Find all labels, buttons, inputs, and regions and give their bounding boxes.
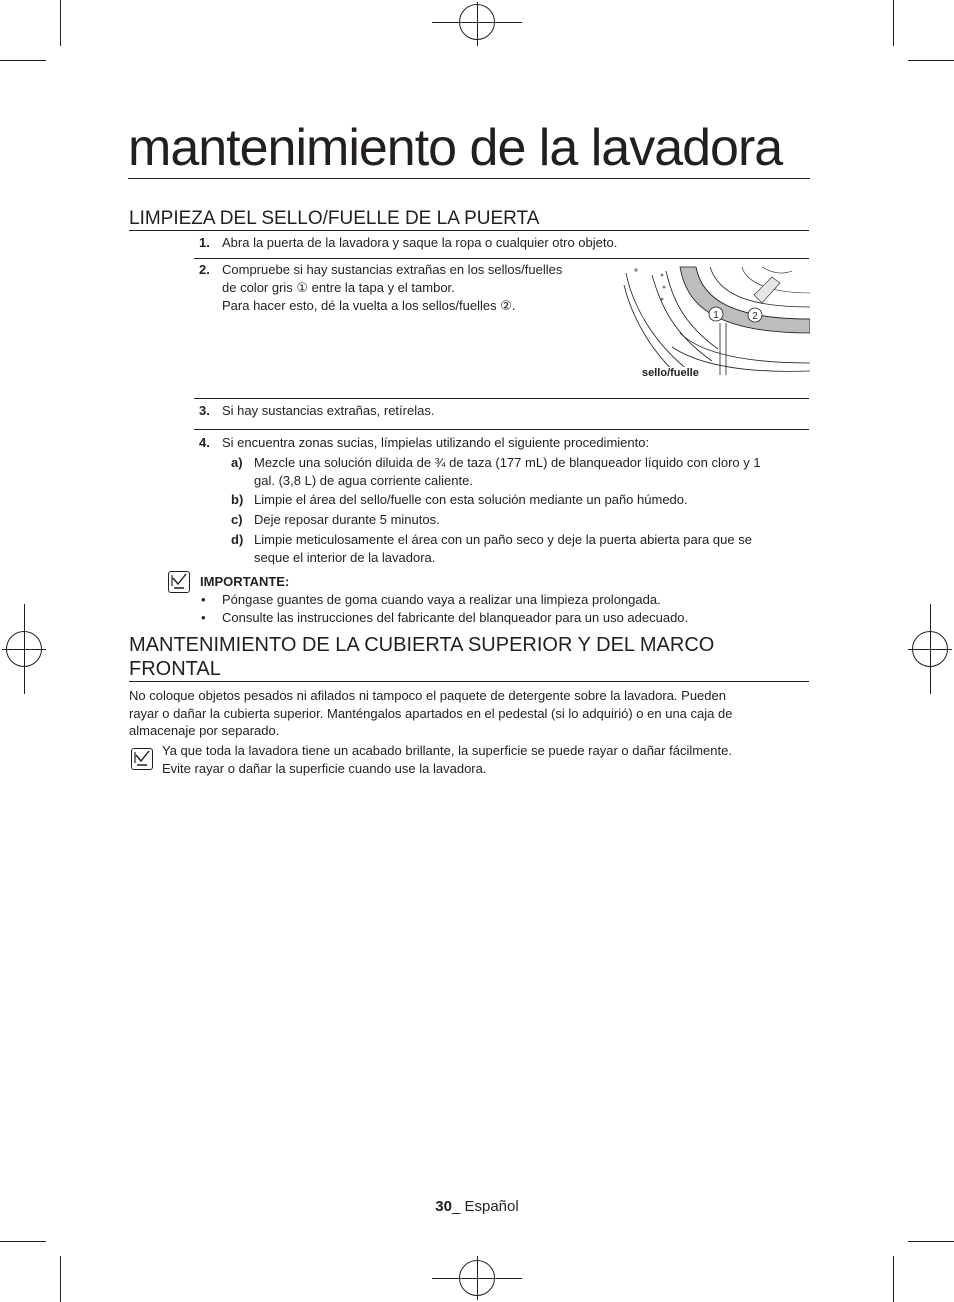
note-line: Ya que toda la lavadora tiene un acabado brillante, la superficie se puede rayar o dañar fácilmente.: [162, 743, 732, 758]
callout-2: 2: [752, 311, 758, 322]
substep-text: Limpie el área del sello/fuelle con esta solución mediante un paño húmedo.: [254, 492, 688, 507]
substep-letter: c): [231, 512, 243, 527]
step-text: Si encuentra zonas sucias, límpielas utilizando el siguiente procedimiento:: [222, 435, 650, 450]
substep-text: gal. (3,8 L) de agua corriente caliente.: [254, 473, 473, 488]
section-heading-line: FRONTAL: [129, 658, 221, 680]
washer-drum-illustration: [622, 263, 810, 381]
step-text: Compruebe si hay sustancias extrañas en los sellos/fuelles: [222, 262, 563, 277]
substep-text: Mezcle una solución diluida de ¾ de taza (177 mL) de blanqueador líquido con cloro y 1: [254, 455, 761, 470]
page-number: 30: [435, 1198, 452, 1215]
page-language: _ Español: [451, 1198, 519, 1215]
section-heading-line: MANTENIMIENTO DE LA CUBIERTA SUPERIOR Y DEL MARCO: [129, 634, 715, 656]
divider: [194, 258, 809, 259]
substep-text: seque el interior de la lavadora.: [254, 550, 436, 565]
step-number: 4.: [199, 435, 210, 450]
step-text: Abra la puerta de la lavadora y saque la ropa o cualquier otro objeto.: [222, 235, 618, 250]
step-text: de color gris ① entre la tapa y el tambor.: [222, 280, 455, 295]
step-number: 3.: [199, 403, 210, 418]
section-heading: LIMPIEZA DEL SELLO/FUELLE DE LA PUERTA: [129, 207, 809, 231]
page-title: mantenimiento de la lavadora: [128, 118, 810, 179]
divider: [194, 398, 809, 399]
paragraph-line: rayar o dañar la cubierta superior. Manténgalos apartados en el pedestal (si lo adquirió) o en una caja de: [129, 706, 733, 721]
paragraph-line: almacenaje por separado.: [129, 723, 280, 738]
step-number: 2.: [199, 262, 210, 277]
note-pencil-icon: [131, 748, 153, 770]
callout-1: 1: [713, 310, 719, 321]
substep-letter: d): [231, 532, 244, 547]
important-bullet: Consulte las instrucciones del fabricante del blanqueador para un uso adecuado.: [222, 610, 689, 625]
divider: [194, 429, 809, 430]
bullet-icon: •: [201, 610, 206, 625]
substep-letter: a): [231, 455, 243, 470]
bullet-icon: •: [201, 592, 206, 607]
substep-text: Limpie meticulosamente el área con un paño seco y deje la puerta abierta para que se: [254, 532, 752, 547]
important-bullet: Póngase guantes de goma cuando vaya a realizar una limpieza prolongada.: [222, 592, 661, 607]
important-label: IMPORTANTE:: [200, 574, 290, 589]
paragraph-line: No coloque objetos pesados ni afilados ni tampoco el paquete de detergente sobre la lavadora. Pueden: [129, 688, 726, 703]
door-seal-illustration: [622, 263, 810, 381]
step-text: Para hacer esto, dé la vuelta a los sellos/fuelles ②.: [222, 298, 516, 313]
note-line: Evite rayar o dañar la superficie cuando use la lavadora.: [162, 761, 487, 776]
step-text: Si hay sustancias extrañas, retírelas.: [222, 403, 435, 418]
substep-text: Deje reposar durante 5 minutos.: [254, 512, 440, 527]
figure-label: sello/fuelle: [642, 367, 699, 379]
note-pencil-icon: [168, 571, 190, 593]
page-footer: [0, 1198, 954, 1215]
section-heading: [129, 633, 809, 682]
step-number: 1.: [199, 235, 210, 250]
substep-letter: b): [231, 492, 244, 507]
